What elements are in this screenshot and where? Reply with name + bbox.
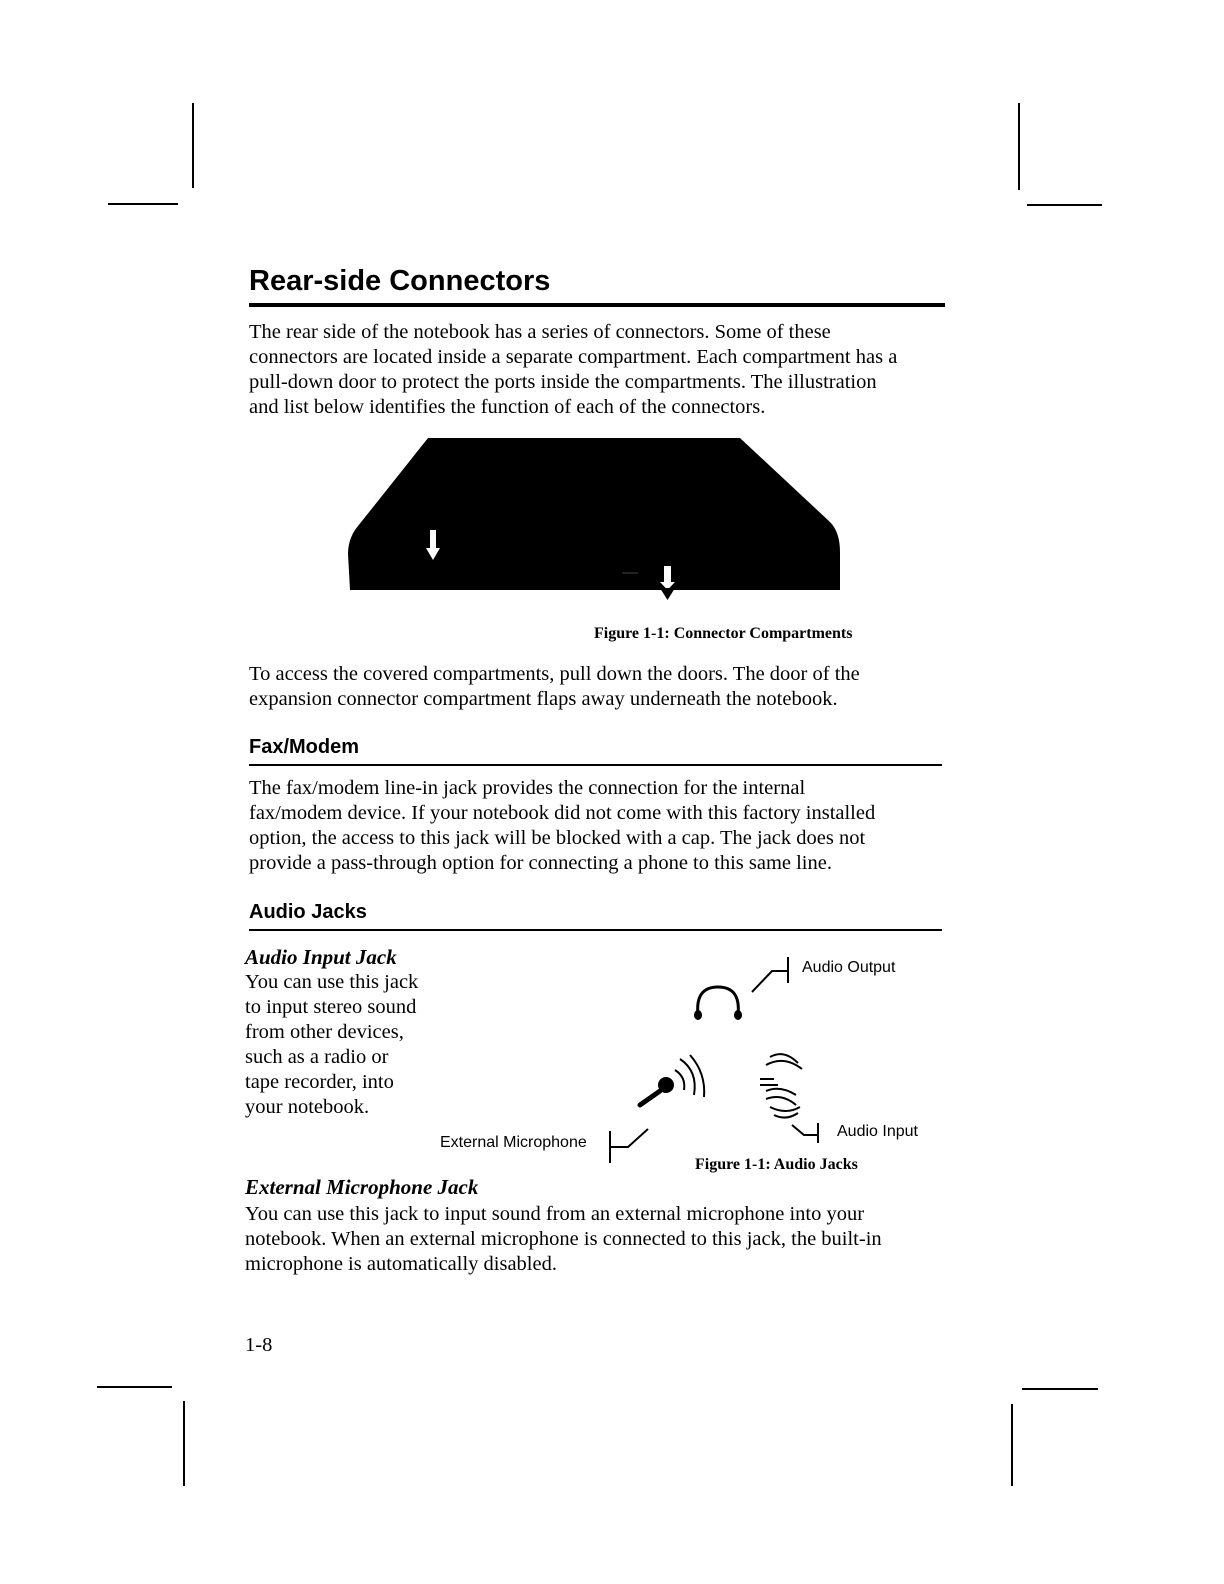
intro-paragraph	[249, 320, 897, 420]
crop-mark-bottom-right-vertical	[1011, 1404, 1013, 1486]
arrow-tip	[660, 588, 675, 600]
notebook-rear-silhouette	[348, 438, 840, 590]
external-microphone-jack-heading: External Microphone Jack	[245, 1175, 479, 1199]
fax-modem-line: fax/modem device. If your notebook did not come with this factory installed	[249, 802, 876, 824]
crop-mark-top-left-horizontal	[108, 203, 178, 205]
section-rule	[249, 764, 942, 766]
crop-mark-top-right-horizontal	[1027, 204, 1102, 206]
headphone-icon	[694, 987, 742, 1020]
compartment-figure	[340, 430, 850, 606]
audio-input-waves-icon	[760, 1054, 802, 1117]
fax-modem-line: option, the access to this jack will be blocked with a cap. The jack does not	[249, 827, 866, 849]
section-heading-audio-jacks: Audio Jacks	[249, 901, 367, 923]
crop-mark-top-left-vertical	[192, 103, 194, 188]
label-audio-output: Audio Output	[802, 959, 896, 976]
audio-input-line: from other devices,	[245, 1021, 404, 1043]
label-external-microphone: External Microphone	[440, 1134, 587, 1151]
audio-input-line: such as a radio or	[245, 1046, 389, 1068]
external-microphone-paragraph	[245, 1202, 882, 1277]
intro-line: pull-down door to protect the ports inside the compartments. The illustration	[249, 371, 877, 393]
audio-input-line: You can use this jack	[245, 971, 419, 993]
intro-line: The rear side of the notebook has a series of connectors. Some of these	[249, 321, 831, 343]
intro-line: connectors are located inside a separate compartment. Each compartment has a	[249, 346, 898, 368]
fax-modem-paragraph	[249, 776, 875, 876]
crop-mark-top-right-vertical	[1018, 103, 1020, 190]
access-line: To access the covered compartments, pull down the doors. The door of the	[249, 663, 860, 685]
label-audio-input: Audio Input	[837, 1123, 918, 1140]
audio-output-callout	[752, 957, 788, 992]
access-line: expansion connector compartment flaps away underneath the notebook.	[249, 688, 838, 710]
figure-caption-compartments: Figure 1-1: Connector Compartments	[594, 625, 853, 642]
section-rule	[249, 929, 942, 931]
audio-input-callout	[792, 1123, 818, 1143]
audio-input-paragraph	[245, 970, 418, 1120]
audio-input-line: tape recorder, into	[245, 1071, 394, 1093]
fax-modem-line: provide a pass-through option for connecting a phone to this same line.	[249, 852, 832, 874]
crop-mark-bottom-left-vertical	[183, 1401, 185, 1486]
mic-line: microphone is automatically disabled.	[245, 1253, 557, 1275]
mic-line: You can use this jack to input sound from an external microphone into your	[245, 1203, 865, 1225]
fax-modem-line: The fax/modem line-in jack provides the connection for the internal	[249, 777, 806, 799]
access-paragraph	[249, 662, 860, 712]
audio-input-line: your notebook.	[245, 1096, 370, 1118]
crop-mark-bottom-left-horizontal	[97, 1386, 172, 1388]
audio-jacks-figure	[600, 945, 860, 1165]
page-number: 1-8	[245, 1334, 273, 1356]
page-title: Rear-side Connectors	[249, 265, 551, 297]
microphone-callout	[610, 1129, 648, 1163]
microphone-icon	[640, 1055, 704, 1105]
title-rule	[249, 303, 945, 307]
intro-line: and list below identifies the function of each of the connectors.	[249, 396, 766, 418]
audio-input-jack-heading: Audio Input Jack	[245, 945, 397, 969]
section-heading-fax-modem: Fax/Modem	[249, 736, 360, 758]
crop-mark-bottom-right-horizontal	[1022, 1388, 1098, 1390]
audio-input-line: to input stereo sound	[245, 996, 417, 1018]
figure-caption-audio-jacks: Figure 1-1: Audio Jacks	[695, 1156, 858, 1173]
mic-line: notebook. When an external microphone is connected to this jack, the built-in	[245, 1228, 882, 1250]
